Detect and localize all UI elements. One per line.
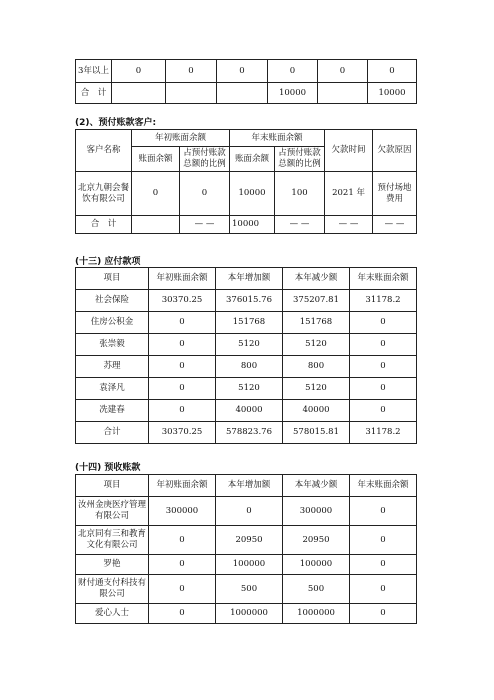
- cell: 北京同有三和教育文化有限公司: [76, 526, 149, 555]
- cell: 5120: [216, 334, 283, 356]
- header-cell: 占预付账款总额的比例: [275, 147, 325, 172]
- cell: 汝州金庚医疗管理有限公司: [76, 497, 149, 526]
- header-cell: 年初账面余额: [149, 475, 216, 497]
- cell: 5120: [283, 334, 350, 356]
- payables-table: [75, 267, 417, 444]
- cell: 合计: [76, 422, 149, 444]
- section-title-prepaid: (2)、预付账款客户:: [75, 118, 157, 128]
- table-row: [76, 400, 417, 422]
- cell: 0: [149, 575, 216, 604]
- header-cell: 客户名称: [76, 130, 132, 172]
- cell: 0: [112, 60, 166, 83]
- cell: 张崇毅: [76, 334, 149, 356]
- cell: 0: [368, 60, 417, 83]
- cell: 0: [350, 575, 417, 604]
- cell: 151768: [216, 312, 283, 334]
- cell: 罗艳: [76, 555, 149, 575]
- cell: 0: [166, 60, 217, 83]
- table-row: [76, 216, 417, 234]
- cell: 0: [318, 60, 368, 83]
- cell: 合 计: [76, 83, 112, 104]
- cell: 151768: [283, 312, 350, 334]
- cell: 0: [350, 378, 417, 400]
- cell: 1000000: [283, 604, 350, 624]
- table-row: [76, 555, 417, 575]
- cell: 合 计: [76, 216, 132, 234]
- cell: 0: [350, 400, 417, 422]
- cell: 0: [350, 604, 417, 624]
- table-header-row: [76, 268, 417, 290]
- table-row: [76, 172, 417, 216]
- cell: 1000000: [216, 604, 283, 624]
- cell: 0: [149, 400, 216, 422]
- table-row: [76, 334, 417, 356]
- cell: 30370.25: [149, 422, 216, 444]
- table-row: [76, 575, 417, 604]
- table-row: [76, 83, 417, 104]
- table-row: [76, 60, 417, 83]
- header-cell: 本年减少额: [283, 475, 350, 497]
- cell: 500: [216, 575, 283, 604]
- cell: 578015.81: [283, 422, 350, 444]
- cell: 300000: [149, 497, 216, 526]
- cell: 0: [149, 555, 216, 575]
- cell: 2021 年: [325, 172, 373, 216]
- cell: 0: [216, 497, 283, 526]
- cell: 社会保险: [76, 290, 149, 312]
- cell: 0: [350, 312, 417, 334]
- header-cell: 欠款原因: [373, 130, 417, 172]
- header-cell: 占预付账款总额的比例: [180, 147, 230, 172]
- cell: 31178.2: [350, 290, 417, 312]
- table-row: [76, 312, 417, 334]
- header-cell: 年末账面余额: [350, 268, 417, 290]
- cell: 20950: [216, 526, 283, 555]
- cell: — —: [325, 216, 373, 234]
- cell: 300000: [283, 497, 350, 526]
- cell: 0: [149, 312, 216, 334]
- cell: 0: [149, 334, 216, 356]
- cell: 预付场地费用: [373, 172, 417, 216]
- cell: 100000: [216, 555, 283, 575]
- cell: [217, 83, 268, 104]
- cell: 爱心人士: [76, 604, 149, 624]
- cell: 财付通支付科技有限公司: [76, 575, 149, 604]
- cell: 住房公积金: [76, 312, 149, 334]
- header-cell: 项目: [76, 475, 149, 497]
- cell: 5120: [283, 378, 350, 400]
- header-cell: 账面余额: [132, 147, 180, 172]
- cell: 0: [350, 356, 417, 378]
- cell: 冼建春: [76, 400, 149, 422]
- table-header-row: [76, 475, 417, 497]
- header-cell: 欠款时间: [325, 130, 373, 172]
- cell: 10000: [268, 83, 318, 104]
- cell: 0: [149, 356, 216, 378]
- cell: 40000: [283, 400, 350, 422]
- cell: 苏理: [76, 356, 149, 378]
- header-cell: 本年减少额: [283, 268, 350, 290]
- cell: — —: [275, 216, 325, 234]
- cell: [318, 83, 368, 104]
- cell: 0: [268, 60, 318, 83]
- cell: 0: [132, 172, 180, 216]
- cell: 10000: [230, 216, 275, 234]
- cell: 10000: [368, 83, 417, 104]
- table-row: [76, 497, 417, 526]
- header-cell: 账面余额: [230, 147, 275, 172]
- header-cell: 项目: [76, 268, 149, 290]
- cell: 5120: [216, 378, 283, 400]
- cell: [166, 83, 217, 104]
- cell: — —: [180, 216, 230, 234]
- cell: 0: [350, 497, 417, 526]
- table-row: [76, 604, 417, 624]
- cell: — —: [373, 216, 417, 234]
- header-cell: 年初账面余额: [132, 130, 230, 147]
- table-row: [76, 290, 417, 312]
- cell: 375207.81: [283, 290, 350, 312]
- cell: [112, 83, 166, 104]
- header-cell: 年末账面余额: [230, 130, 325, 147]
- cell: 578823.76: [216, 422, 283, 444]
- cell: 0: [350, 334, 417, 356]
- section-title-payables: (十三) 应付款项: [75, 257, 141, 267]
- cell: 10000: [230, 172, 275, 216]
- cell: 袁泽凡: [76, 378, 149, 400]
- table-row: [76, 356, 417, 378]
- cell: 800: [216, 356, 283, 378]
- header-cell: 年初账面余额: [149, 268, 216, 290]
- advance-receipts-table: [75, 474, 417, 624]
- cell: 北京九朝会餐饮有限公司: [76, 172, 132, 216]
- header-cell: 本年增加额: [216, 475, 283, 497]
- cell: 376015.76: [216, 290, 283, 312]
- cell: 0: [217, 60, 268, 83]
- cell: 30370.25: [149, 290, 216, 312]
- cell: 0: [149, 378, 216, 400]
- cell: 0: [350, 526, 417, 555]
- header-cell: 年末账面余额: [350, 475, 417, 497]
- prepaid-table: [75, 129, 417, 234]
- aging-table: [75, 59, 417, 104]
- cell: 0: [149, 604, 216, 624]
- cell: 800: [283, 356, 350, 378]
- table-row: [76, 378, 417, 400]
- cell: [132, 216, 180, 234]
- cell: 20950: [283, 526, 350, 555]
- cell: 3年以上: [76, 60, 112, 83]
- table-row: [76, 526, 417, 555]
- table-row: [76, 422, 417, 444]
- cell: 0: [180, 172, 230, 216]
- section-title-advance-receipts: (十四) 预收账款: [75, 463, 141, 473]
- cell: 100: [275, 172, 325, 216]
- cell: 0: [350, 555, 417, 575]
- header-cell: 本年增加额: [216, 268, 283, 290]
- table-header-row: [76, 130, 417, 147]
- cell: 500: [283, 575, 350, 604]
- cell: 0: [149, 526, 216, 555]
- cell: 100000: [283, 555, 350, 575]
- cell: 40000: [216, 400, 283, 422]
- cell: 31178.2: [350, 422, 417, 444]
